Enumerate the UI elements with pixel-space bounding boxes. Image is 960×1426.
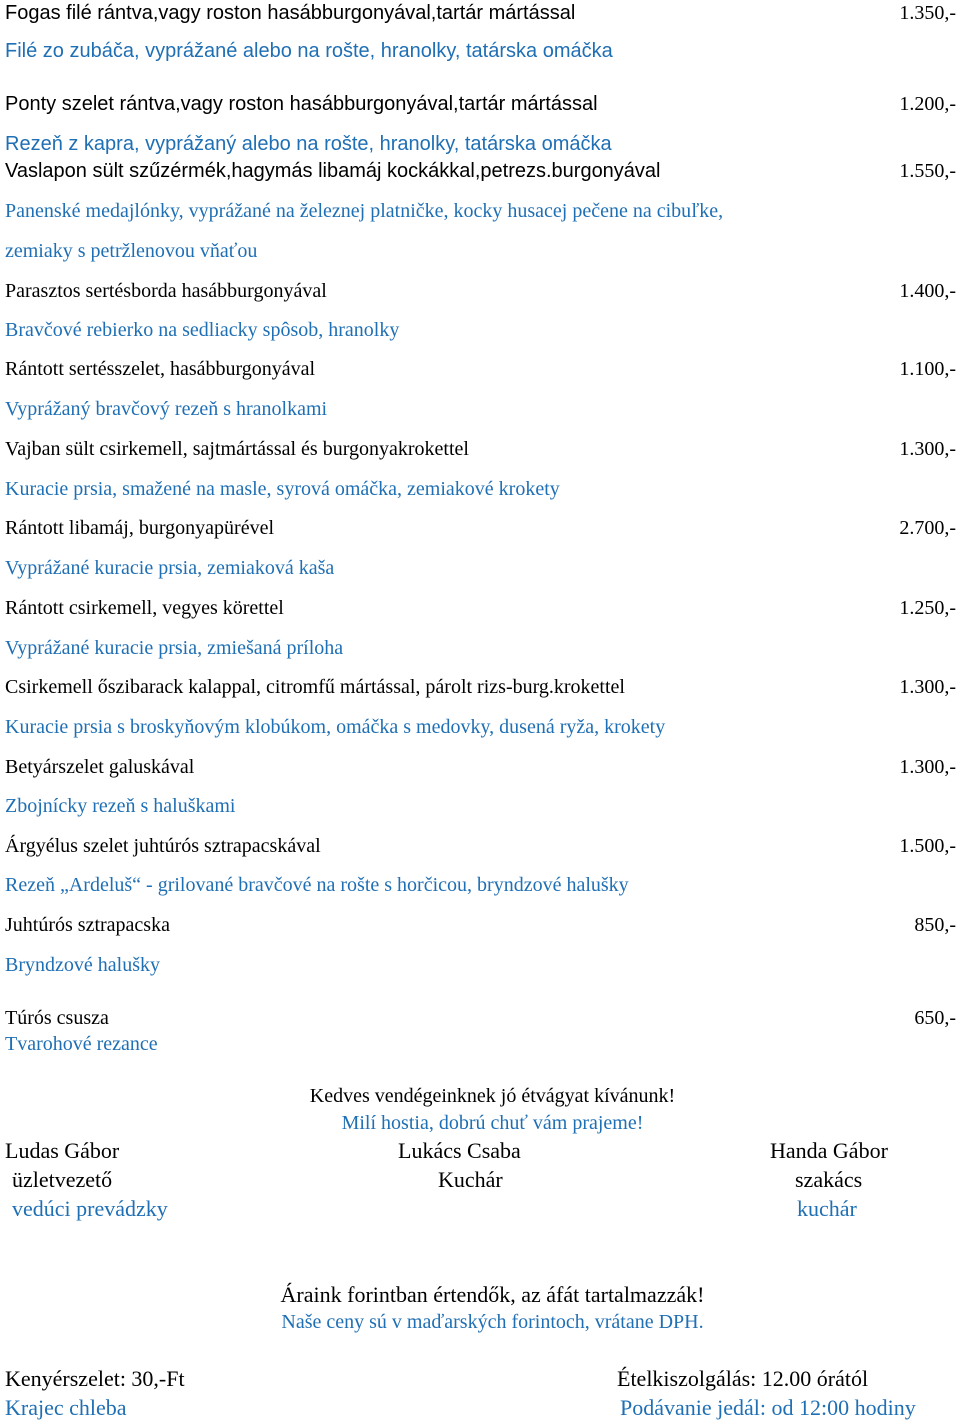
dish-price: 850,- [914, 914, 956, 936]
dish-name-sk: Zbojnícky rezeň s haluškami [5, 795, 236, 817]
dish-name-sk: Rezeň „Ardeluš“ - grilované bravčové na rošte s horčicou, bryndzové halušky [5, 874, 629, 896]
dish-price: 650,- [914, 1007, 956, 1029]
dish-name-sk: Panenské medajlónky, vyprážané na železnej platničke, kocky husacej pečene na cibuľke, [5, 200, 724, 222]
bread-price-sk: Krajec chleba [5, 1395, 127, 1420]
dish-name-sk: Kuracie prsia, smažené na masle, syrová omáčka, zemiakové krokety [5, 478, 560, 500]
dish-name-sk: Rezeň z kapra, vyprážaný alebo na rošte, hranolky, tatárska omáčka [5, 133, 612, 155]
dish-price: 1.300,- [899, 756, 956, 778]
staff-name-chef: Lukács Csaba [398, 1138, 521, 1163]
dish-name-sk-continued: zemiaky s petržlenovou vňaťou [5, 240, 258, 262]
staff-role-hu-cook: szakács [795, 1167, 863, 1192]
staff-role-chef: Kuchár [438, 1167, 503, 1192]
dish-name-hu: Rántott csirkemell, vegyes körettel [5, 597, 284, 619]
dish-name-sk: Vyprážaný bravčový rezeň s hranolkami [5, 398, 328, 420]
dish-name-sk: Bryndzové halušky [5, 954, 160, 976]
dish-price: 2.700,- [899, 517, 956, 539]
dish-name-hu: Vajban sült csirkemell, sajtmártással és burgonyakrokettel [5, 438, 469, 460]
dish-name-hu: Csirkemell őszibarack kalappal, citromfű mártással, párolt rizs-burg.krokettel [5, 676, 625, 698]
dish-name-hu: Betyárszelet galuskával [5, 756, 195, 778]
service-hours-hu: Ételkiszolgálás: 12.00 órától [617, 1366, 869, 1391]
staff-name-cook: Handa Gábor [770, 1138, 888, 1163]
greeting-hu: Kedves vendégeinknek jó étvágyat kívánunk! [309, 1085, 676, 1107]
service-hours-sk: Podávanie jedál: od 12:00 hodiny [620, 1395, 916, 1420]
dish-name-hu: Juhtúrós sztrapacska [5, 914, 170, 936]
dish-name-hu: Ponty szelet rántva,vagy roston hasábburgonyával,tartár mártással [5, 93, 598, 115]
bread-price-hu: Kenyérszelet: 30,-Ft [5, 1366, 185, 1391]
dish-price: 1.200,- [899, 93, 956, 115]
dish-name-hu: Árgyélus szelet juhtúrós sztrapacskával [5, 835, 321, 857]
dish-name-sk: Tvarohové rezance [5, 1033, 158, 1055]
dish-price: 1.250,- [899, 597, 956, 619]
staff-name-manager: Ludas Gábor [5, 1138, 120, 1163]
dish-name-hu: Rántott sertésszelet, hasábburgonyával [5, 358, 316, 380]
dish-name-sk: Vyprážané kuracie prsia, zmiešaná príloha [5, 637, 344, 659]
dish-price: 1.400,- [899, 280, 956, 302]
staff-role-sk-manager: vedúci prevádzky [12, 1196, 168, 1221]
dish-price: 1.300,- [899, 676, 956, 698]
staff-role-hu-manager: üzletvezető [12, 1167, 113, 1192]
dish-price: 1.550,- [899, 160, 956, 182]
dish-name-hu: Túrós csusza [5, 1007, 109, 1029]
dish-name-sk: Vyprážané kuracie prsia, zemiaková kaša [5, 557, 335, 579]
dish-name-sk: Filé zo zubáča, vyprážané alebo na rošte, hranolky, tatárska omáčka [5, 40, 613, 62]
dish-name-hu: Fogas filé rántva,vagy roston hasábburgonyával,tartár mártással [5, 2, 576, 24]
dish-price: 1.100,- [899, 358, 956, 380]
dish-name-hu: Vaslapon sült szűzérmék,hagymás libamáj kockákkal,petrezs.burgonyával [5, 160, 661, 182]
greeting-sk: Milí hostia, dobrú chuť vám prajeme! [341, 1112, 644, 1134]
dish-price: 1.350,- [899, 2, 956, 24]
dish-name-hu: Rántott libamáj, burgonyapürével [5, 517, 275, 539]
price-notice-hu: Áraink forintban értendők, az áfát tartalmazzák! [280, 1282, 705, 1307]
dish-price: 1.300,- [899, 438, 956, 460]
dish-name-sk: Kuracie prsia s broskyňovým klobúkom, omáčka s medovky, dusená ryža, krokety [5, 716, 666, 738]
price-notice-sk: Naše ceny sú v maďarských forintoch, vrátane DPH. [281, 1311, 704, 1333]
dish-name-hu: Parasztos sertésborda hasábburgonyával [5, 280, 327, 302]
staff-role-sk-cook: kuchár [797, 1196, 857, 1221]
dish-price: 1.500,- [899, 835, 956, 857]
dish-name-sk: Bravčové rebierko na sedliacky spôsob, hranolky [5, 319, 400, 341]
